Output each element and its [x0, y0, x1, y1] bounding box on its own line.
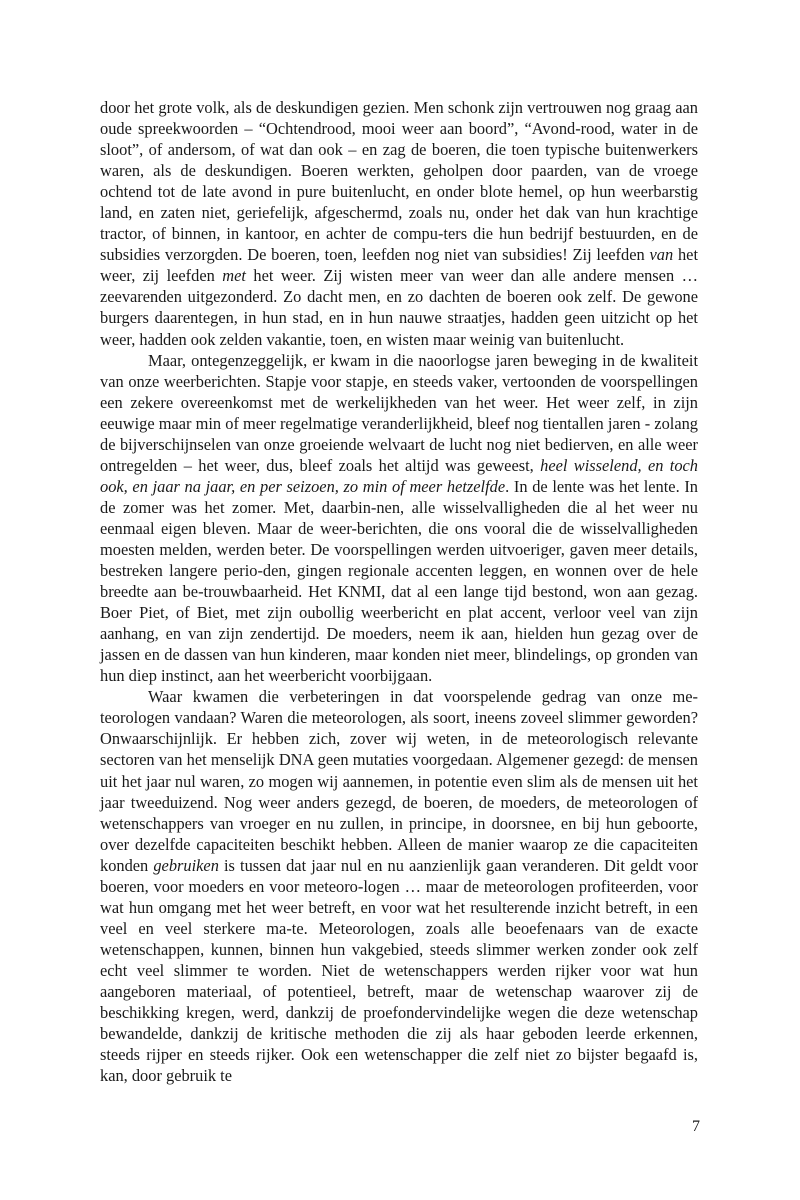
body-text [100, 97, 698, 1086]
paragraph [100, 350, 698, 687]
paragraph [100, 97, 698, 350]
text-span: het weer, zij leefden [100, 245, 698, 286]
italic-text: met [222, 266, 246, 286]
text-span: het weer. Zij wisten meer van weer dan alle andere mensen … zeevarenden uitgezonderd. Zo dacht men, en zo dachten de boeren ook zelf. De gewone burgers daarentegen, in hun stad, en in hun nauwe straatjes, hadden geen uitzicht op het weer, hadden ook zelden vakantie, toen, en wisten maar weinig van buitenlucht. [100, 266, 698, 349]
italic-text: gebruiken [153, 855, 219, 875]
paragraph [100, 686, 698, 1086]
page-number: 7 [692, 1118, 700, 1135]
text-span: door het grote volk, als de deskundigen gezien. Men schonk zijn vertrouwen nog graag aan oude spreekwoorden – “Ochtendrood, mooi weer aan boord”, “Avond-rood, water in de sloot”, of andersom, of wat dan ook – en zag de boeren, die toen typische buitenwerkers waren, als de deskundigen. Boeren werkten, geholpen door paarden, van de vroege ochtend tot de late avond in pure buitenlucht, en onder blote hemel, op hun weerbarstig land, en zaten niet, geriefelijk, afgeschermd, zoals nu, onder het dak van hun krachtige tractor, of binnen, in kantoor, en achter de compu-ters die hun bedrijf bestuurden, en de subsidies verzorgden. De boeren, toen, leefden nog niet van subsidies! Zij leefden [100, 98, 698, 265]
italic-text: van [649, 245, 674, 265]
text-span: is tussen dat jaar nul en nu aanzienlijk gaan veranderen. Dit geldt voor boeren, voor moeders en voor meteoro-logen … maar de meteorologen profiteerden, voor wat hun omgang met het weer betreft, en voor wat het resulterende inzicht betreft, in een veel en veel sterkere ma-te. Meteorologen, zoals alle beoefenaars van de exacte wetenschappen, kunnen, binnen hun vakgebied, steeds slimmer werken zonder ook zelf echt veel slimmer te worden. Niet de wetenschappers werden rijker voor wat hun aangeboren materiaal, of potentieel, betreft, maar de wetenschap waarover zij de beschikking kregen, werd, dankzij de proefondervindelijke wegen die deze wetenschap bewandelde, dankzij de kritische methoden die zij als haar geboden leerde erkennen, steeds rijper en steeds rijker. Ook een wetenschapper die zelf niet zo bijster begaafd is, kan, door gebruik te [100, 855, 698, 1086]
italic-text: heel wisselend, en toch ook, en jaar na jaar, en per seizoen, zo min of meer hetzelfde [100, 455, 698, 496]
text-span: Maar, ontegenzeggelijk, er kwam in die naoorlogse jaren beweging in de kwaliteit van onze weerberichten. Stapje voor stapje, en steeds vaker, vertoonden de voorspellingen een zekere overeenkomst met de werkelijkheden van het weer. Het weer zelf, in zijn eeuwige maar min of meer regelmatige veranderlijkheid, bleef nog tientallen jaren - zolang de bijverschijnselen van onze groeiende welvaart de lucht nog niet bedierven, en alle weer ontregelden – het weer, dus, bleef zoals het altijd was geweest, [100, 350, 698, 475]
text-span: Waar kwamen die verbeteringen in dat voorspelende gedrag van onze me-teorologen vandaan? Waren die meteorologen, als soort, ineens zoveel slimmer geworden? Onwaarschijnlijk. Er hebben zich, zover wij weten, in de meteorologisch relevante sectoren van het menselijk DNA geen mutaties voorgedaan. Algemener gezegd: de mensen uit het jaar nul waren, zo mogen wij aannemen, in potentie even slim als de mensen uit het jaar tweeduizend. Nog weer anders gezegd, de boeren, de moeders, de meteorologen of wetenschappers van vroeger en nu zullen, in principe, in doorsnee, en bij hun geboorte, over dezelfde capaciteiten beschikt hebben. Alleen de manier waarop ze die capaciteiten konden [100, 687, 698, 875]
text-span: . In de lente was het lente. In de zomer was het zomer. Met, daarbin-nen, alle wisselvalligheden die al het weer nu eenmaal eigen bleven. Maar de weer-berichten, die ons vooral die de wisselvalligheden moesten melden, werden beter. De voorspellingen werden uitvoeriger, gaven meer details, bestreken langere perio-den, gingen regionale accenten leggen, en wonnen over de hele breedte aan be-trouwbaarheid. Het KNMI, dat al een lange tijd bestond, won aan gezag. Boer Piet, of Biet, met zijn oubollig weerbericht en plat accent, verloor veel van zijn aanhang, en van zijn zendertijd. De moeders, neem ik aan, hielden hun gezag over de jassen en de dassen van hun kinderen, maar konden niet meer, blindelings, op gronden van hun diep instinct, aan het weerbericht voorbijgaan. [100, 476, 698, 686]
